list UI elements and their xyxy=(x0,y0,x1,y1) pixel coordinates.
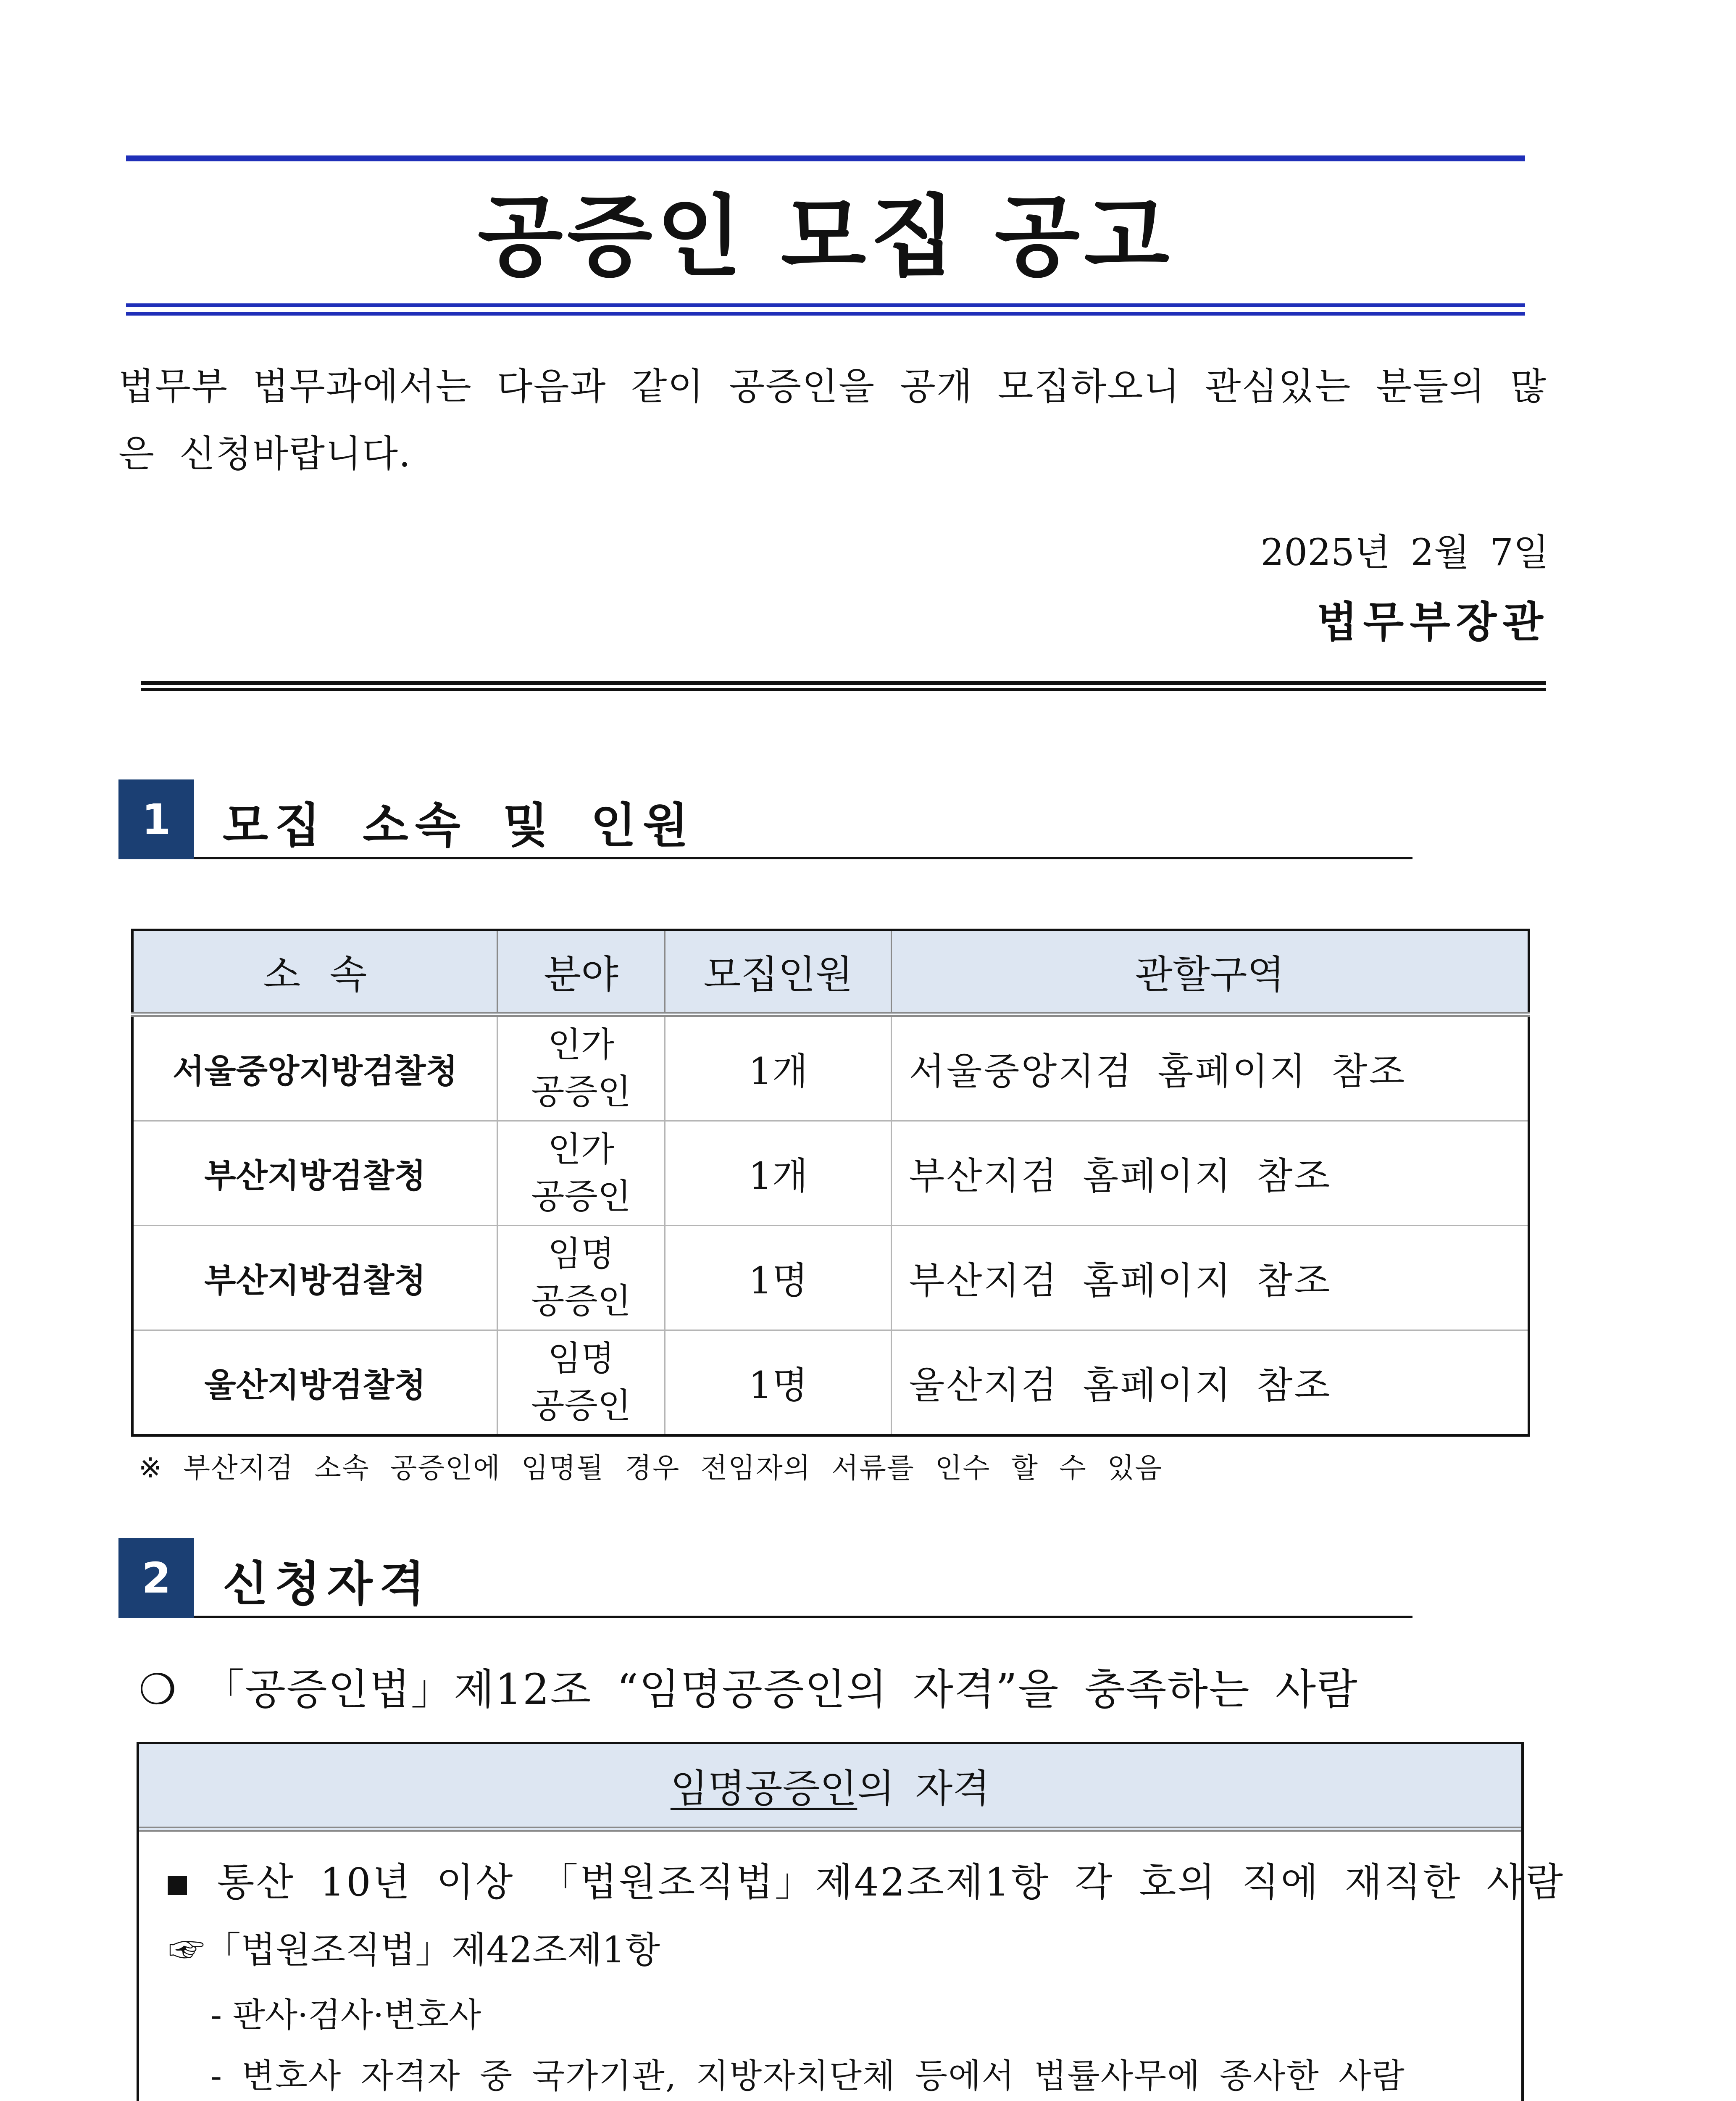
org-cell: 부산지방검찰청 xyxy=(132,1226,497,1330)
section-underline-1 xyxy=(194,857,1412,859)
org-cell: 울산지방검찰청 xyxy=(132,1330,497,1436)
qualification-box-heading xyxy=(139,1744,1521,1832)
title-bottom-rule-2 xyxy=(126,312,1525,316)
region-cell: 울산지검 홈페이지 참조 xyxy=(892,1330,1529,1436)
org-cell: 부산지방검찰청 xyxy=(132,1121,497,1226)
table-row xyxy=(132,1014,1529,1121)
recruitment-table xyxy=(131,929,1530,1437)
section-title-2: 신청자격 xyxy=(223,1557,431,1611)
field-cell: 인가 공증인 xyxy=(497,1014,665,1121)
qualification-line-2: ☞「법원조직법」제42조제1항 xyxy=(168,1929,660,1971)
qualification-statement: ❍ 「공증인법」제12조 “임명공증인의 자격”을 충족하는 사람 xyxy=(139,1665,1358,1714)
column-header-org: 소 속 xyxy=(132,930,497,1014)
qualification-line-3: - 판사·검사·변호사 xyxy=(210,1996,481,2035)
region-cell: 부산지검 홈페이지 참조 xyxy=(892,1121,1529,1226)
field-cell: 임명 공증인 xyxy=(497,1226,665,1330)
qualification-line-4: - 변호사 자격자 중 국가기관, 지방자치단체 등에서 법률사무에 종사한 사람 xyxy=(210,2056,1405,2096)
column-header-field: 분야 xyxy=(497,930,665,1014)
header-divider-2 xyxy=(141,688,1546,691)
count-cell: 1개 xyxy=(665,1014,892,1121)
table-row xyxy=(132,1330,1529,1436)
count-cell: 1명 xyxy=(665,1330,892,1436)
column-header-count: 모집인원 xyxy=(665,930,892,1014)
header-divider-1 xyxy=(141,681,1546,685)
section-title-1: 모집 소속 및 인원 xyxy=(223,798,695,853)
qualification-box xyxy=(137,1742,1565,2101)
qualification-heading-underlined: 임명공증인 xyxy=(670,1766,857,1811)
count-cell: 1명 xyxy=(665,1226,892,1330)
column-header-region: 관할구역 xyxy=(892,930,1529,1014)
title-top-rule xyxy=(126,155,1525,161)
region-cell: 서울중앙지검 홈페이지 참조 xyxy=(892,1014,1529,1121)
page-title: 공증인 모집 공고 xyxy=(477,185,1174,288)
region-cell: 부산지검 홈페이지 참조 xyxy=(892,1226,1529,1330)
field-cell: 인가 공증인 xyxy=(497,1121,665,1226)
section-number-2: 2 xyxy=(118,1538,194,1618)
qualification-line-1: ▪ 통산 10년 이상 「법원조직법」제42조제1항 각 호의 직에 재직한 사람 xyxy=(164,1860,1565,1905)
table-header-row xyxy=(132,930,1529,1014)
issuer: 법무부장관 xyxy=(1317,598,1549,647)
qualification-heading-rest: 의 자격 xyxy=(857,1766,990,1811)
title-bottom-rule-1 xyxy=(126,303,1525,307)
field-cell: 임명 공증인 xyxy=(497,1330,665,1436)
section-underline-2 xyxy=(194,1616,1412,1618)
intro-paragraph: 법무부 법무과에서는 다음과 같이 공증인을 공개 모집하오니 관심있는 분들의 많은 신청바랍니다. xyxy=(118,365,1547,475)
table-note: ※ 부산지검 소속 공증인에 임명될 경우 전임자의 서류를 인수 할 수 있음 xyxy=(139,1452,1163,1484)
org-cell: 서울중앙지방검찰청 xyxy=(132,1014,497,1121)
section-number-1: 1 xyxy=(118,779,194,859)
table-row xyxy=(132,1226,1529,1330)
announcement-date: 2025년 2월 7일 xyxy=(1260,531,1549,574)
count-cell: 1개 xyxy=(665,1121,892,1226)
table-row xyxy=(132,1121,1529,1226)
